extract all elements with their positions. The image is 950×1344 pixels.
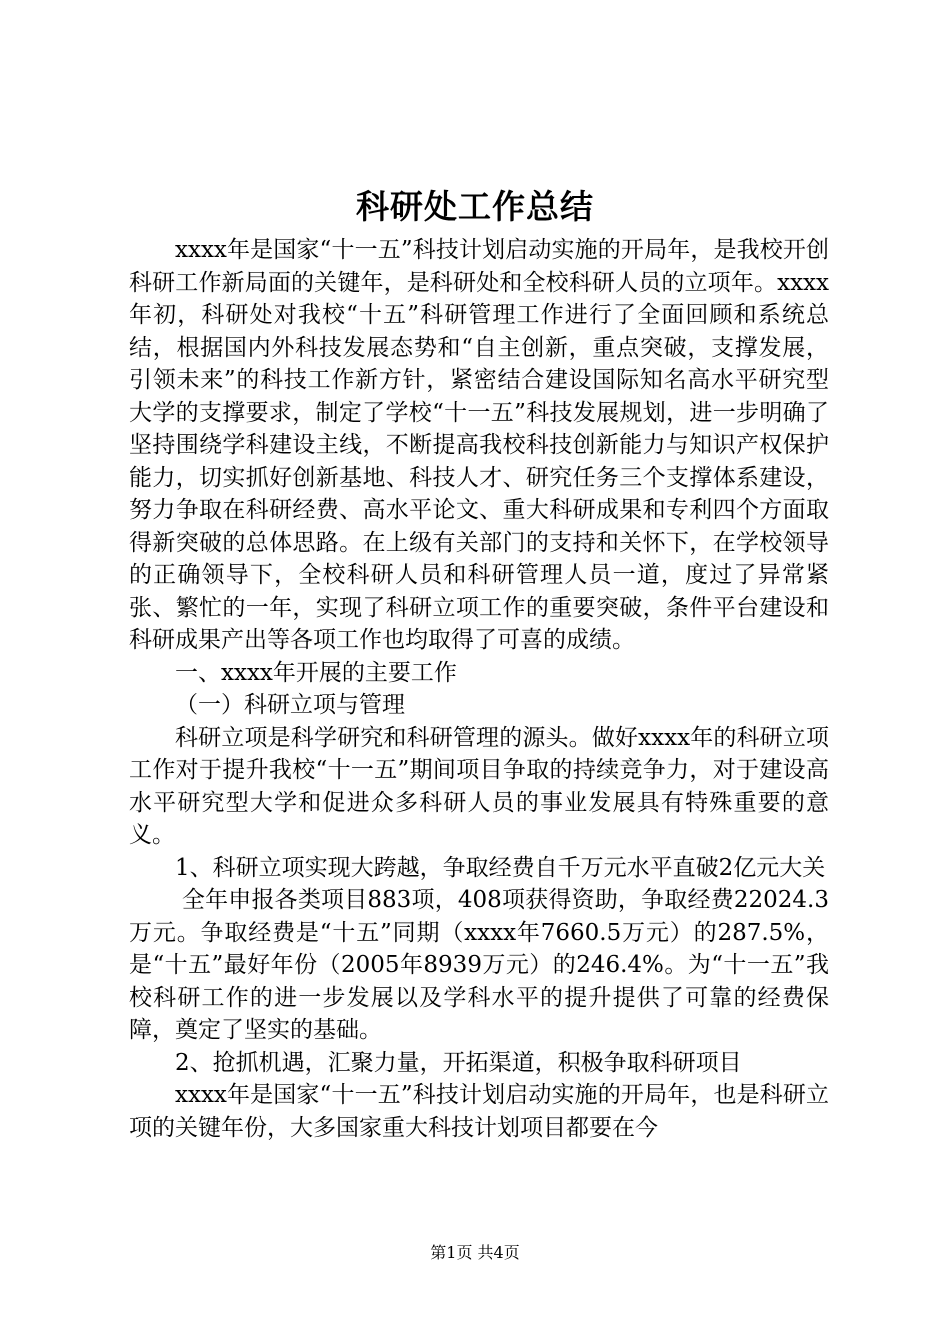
paragraph-key-year: xxxx年是国家“十一五”科技计划启动实施的开局年，也是科研立项的关键年份，大多国家重大科技计划项目都要在今 xyxy=(129,1082,829,1141)
page-number-footer: 第1页 共4页 xyxy=(430,1243,520,1262)
document-title: 科研处工作总结 xyxy=(356,187,594,226)
paragraph-project-importance: 科研立项是科学研究和科研管理的源头。做好xxxx年的科研立项工作对于提升我校“十一五”期间项目争取的持续竞争力，对于建设高水平研究型大学和促进众多科研人员的事业发展具有特殊重要的意义。 xyxy=(129,724,829,848)
section-heading-main-work: 一、xxxx年开展的主要工作 xyxy=(175,659,457,686)
paragraph-funding-stats: 全年申报各类项目883项，408项获得资助，争取经费22024.3万元。争取经费是“十五”同期（xxxx年7660.5万元）的287.5%，是“十五”最好年份（2005年8939万元）的246.4%。为“十一五”我校科研工作的进一步发展以及学科水平的提升提供了可靠的经费保障，奠定了坚实的基础。 xyxy=(129,887,829,1043)
item-heading-seize-opportunity: 2、抢抓机遇，汇聚力量，开拓渠道，积极争取科研项目 xyxy=(175,1049,742,1076)
item-heading-funding-leap: 1、科研立项实现大跨越，争取经费自千万元水平直破2亿元大关 xyxy=(175,854,826,881)
document-body xyxy=(129,234,829,1144)
subsection-heading-project-management: （一）科研立项与管理 xyxy=(175,692,405,718)
paragraph-intro: xxxx年是国家“十一五”科技计划启动实施的开局年，是我校开创科研工作新局面的关键年，是科研处和全校科研人员的立项年。xxxx年初，科研处对我校“十五”科研管理工作进行了全面回顾和系统总结，根据国内外科技发展态势和“自主创新，重点突破，支撑发展，引领未来”的科技工作新方针，紧密结合建设国际知名高水平研究型大学的支撑要求，制定了学校“十一五”科技发展规划，进一步明确了坚持围绕学科建设主线，不断提高我校科技创新能力与知识产权保护能力，切实抓好创新基地、科技人才、研究任务三个支撑体系建设，努力争取在科研经费、高水平论文、重大科研成果和专利四个方面取得新突破的总体思路。在上级有关部门的支持和关怀下，在学校领导的正确领导下，全校科研人员和科研管理人员一道，度过了异常紧张、繁忙的一年，实现了科研立项工作的重要突破，条件平台建设和科研成果产出等各项工作也均取得了可喜的成绩。 xyxy=(129,237,829,653)
